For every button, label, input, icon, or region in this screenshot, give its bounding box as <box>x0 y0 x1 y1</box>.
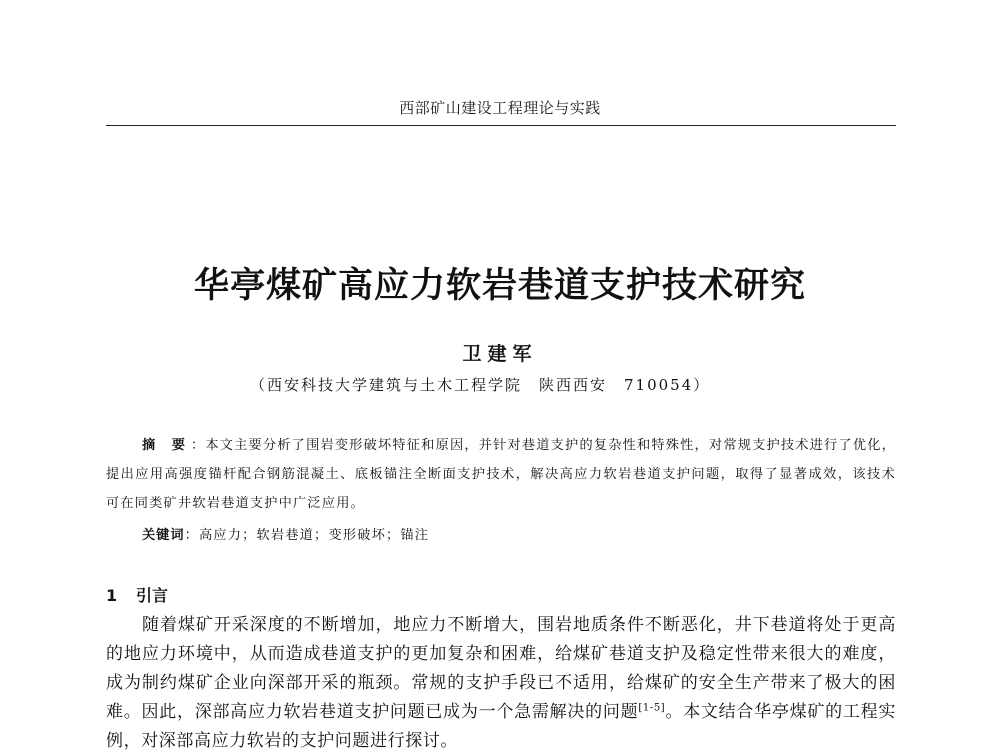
section-title: 引言 <box>136 586 169 605</box>
abstract-separator: ： <box>190 438 206 453</box>
author-affiliation: （西安科技大学建筑与土木工程学院 陕西西安 710054） <box>250 376 711 394</box>
section-number: 1 <box>106 586 118 605</box>
header-rule <box>106 125 896 126</box>
keywords <box>142 521 896 550</box>
abstract-text: 本文主要分析了围岩变形破坏特征和原因，并针对巷道支护的复杂性和特殊性，对常规支护技术进行了优化，提出应用高强度锚杆配合钢筋混凝土、底板锚注全断面支护技术，解决高应力软岩巷道支护问题，取得了显著成效，该技术可在同类矿井软岩巷道支护中广泛应用。 <box>106 438 896 511</box>
body-text: 随着煤矿开采深度的不断增加，地应力不断增大，围岩地质条件不断恶化，井下巷道将处于更高的地应力环境中，从而造成巷道支护的更加复杂和困难，给煤矿巷道支护及稳定性带来很大的难度，成为制约煤矿企业向深部开采的瓶颈。常规的支护手段已不适用，给煤矿的安全生产带来了极大的困难。因此，深部高应力软岩巷道支护问题已成为一个急需解决的问题 <box>106 615 896 722</box>
abstract-label: 摘 要 <box>142 438 191 453</box>
keywords-text: 高应力；软岩巷道；变形破坏；锚注 <box>198 528 430 543</box>
citation-reference: [1-5] <box>638 702 666 714</box>
keywords-separator: ： <box>184 528 199 543</box>
abstract <box>106 431 896 518</box>
running-head: 西部矿山建设工程理论与实践 <box>399 99 601 117</box>
paper-title: 华亭煤矿高应力软岩巷道支护技术研究 <box>193 266 806 306</box>
body-text-continued: 。本文结合华亭煤矿的工程实例，对深部高应力软岩的支护问题进行探讨。 <box>106 702 896 751</box>
keywords-label: 关键词 <box>142 528 185 543</box>
section-heading <box>106 583 168 606</box>
author-name: 卫建军 <box>462 343 538 365</box>
body-paragraph <box>106 611 896 752</box>
